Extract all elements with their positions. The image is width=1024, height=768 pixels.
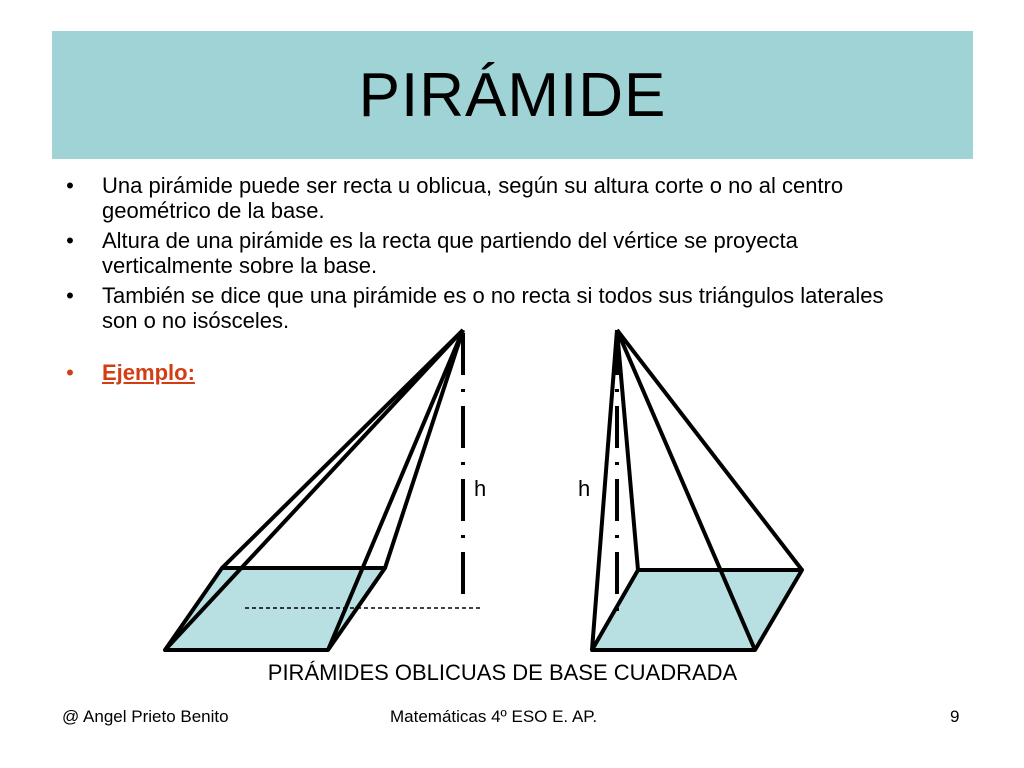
figure-caption: PIRÁMIDES OBLICUAS DE BASE CUADRADA <box>267 660 738 685</box>
left-pyramid-edge <box>385 330 463 568</box>
right-pyramid-edge <box>617 330 802 570</box>
bullet-marker: • <box>66 228 74 253</box>
footer-course: Matemáticas 4º ESO E. AP. <box>390 707 598 726</box>
right-height-label: h <box>578 476 591 501</box>
bullet-marker: • <box>66 283 74 308</box>
bullet-marker: • <box>66 360 74 385</box>
example-label: Ejemplo: <box>102 360 195 385</box>
bullet-text: Una pirámide puede ser recta u oblicua, según su altura corte o no al centro geométrico de la base. <box>102 173 844 223</box>
footer-page-number: 9 <box>950 707 960 726</box>
right-pyramid-edge <box>617 330 638 570</box>
right-pyramid <box>592 330 802 650</box>
left-pyramid-edge <box>328 330 463 650</box>
right-pyramid-base <box>592 570 802 650</box>
bullet-text: Altura de una pirámide es la recta que partiendo del vértice se proyecta verticalmente sobre la base. <box>102 228 798 278</box>
bullet-marker: • <box>66 173 74 198</box>
slide-title: PIRÁMIDE <box>358 60 667 130</box>
bullet-text: También se dice que una pirámide es o no recta si todos sus triángulos laterales son o no isósceles. <box>102 283 884 333</box>
footer-author: @ Angel Prieto Benito <box>62 707 229 726</box>
right-pyramid-edge <box>592 330 617 650</box>
left-pyramid <box>165 330 480 650</box>
left-pyramid-base <box>165 568 385 650</box>
left-pyramid-edge <box>222 330 463 568</box>
left-height-label: h <box>474 476 487 501</box>
